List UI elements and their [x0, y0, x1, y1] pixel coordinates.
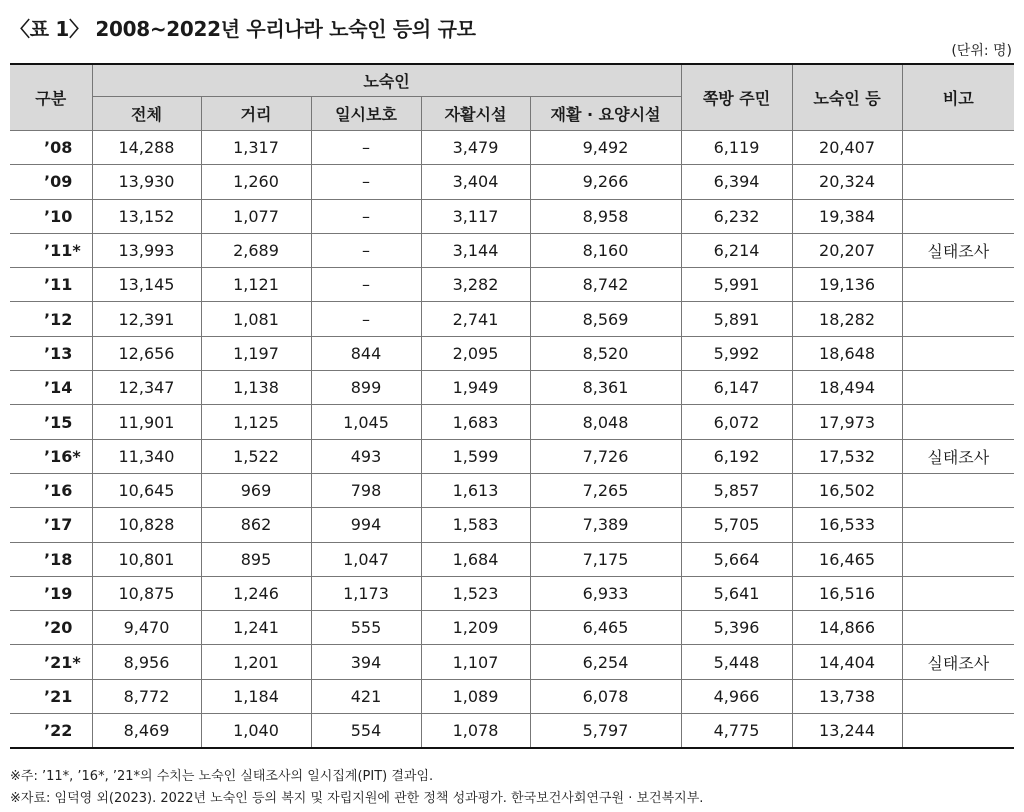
cell-rehab-care: 8,361 — [530, 371, 681, 405]
cell-remarks — [902, 371, 1014, 405]
table-row — [10, 233, 1014, 267]
header-category: 구분 — [10, 64, 92, 131]
table-row — [10, 679, 1014, 713]
cell-year: ’14 — [10, 371, 92, 405]
header-homeless-group: 노숙인 — [92, 64, 681, 97]
cell-homeless-etc: 19,384 — [792, 199, 902, 233]
cell-total: 8,469 — [92, 714, 201, 749]
cell-rehab-care: 6,254 — [530, 645, 681, 679]
cell-temporary: – — [311, 165, 421, 199]
cell-rehab-care: 5,797 — [530, 714, 681, 749]
header-jjokbang: 쪽방 주민 — [681, 64, 792, 131]
cell-rehab-care: 8,520 — [530, 336, 681, 370]
table-row — [10, 439, 1014, 473]
table-row — [10, 199, 1014, 233]
cell-temporary: 844 — [311, 336, 421, 370]
cell-jjokbang: 6,232 — [681, 199, 792, 233]
cell-rehab-care: 8,160 — [530, 233, 681, 267]
cell-jjokbang: 5,448 — [681, 645, 792, 679]
cell-jjokbang: 6,147 — [681, 371, 792, 405]
cell-total: 13,993 — [92, 233, 201, 267]
unit-label: (단위: 명) — [951, 43, 1012, 59]
table-body — [10, 131, 1014, 749]
table-row — [10, 508, 1014, 542]
cell-temporary: 421 — [311, 679, 421, 713]
cell-homeless-etc: 14,404 — [792, 645, 902, 679]
cell-homeless-etc: 16,533 — [792, 508, 902, 542]
cell-remarks — [902, 131, 1014, 165]
header-homeless-etc: 노숙인 등 — [792, 64, 902, 131]
cell-total: 11,340 — [92, 439, 201, 473]
cell-temporary: 493 — [311, 439, 421, 473]
cell-temporary: 1,045 — [311, 405, 421, 439]
cell-jjokbang: 5,705 — [681, 508, 792, 542]
cell-street: 1,184 — [201, 679, 311, 713]
cell-street: 969 — [201, 473, 311, 507]
cell-remarks — [902, 199, 1014, 233]
cell-self-reliance: 2,095 — [421, 336, 530, 370]
cell-year: ’17 — [10, 508, 92, 542]
cell-jjokbang: 5,991 — [681, 268, 792, 302]
cell-self-reliance: 1,599 — [421, 439, 530, 473]
cell-remarks — [902, 165, 1014, 199]
cell-rehab-care: 8,742 — [530, 268, 681, 302]
cell-remarks: 실태조사 — [902, 233, 1014, 267]
cell-temporary: – — [311, 131, 421, 165]
cell-total: 10,875 — [92, 576, 201, 610]
cell-street: 1,241 — [201, 611, 311, 645]
cell-self-reliance: 1,684 — [421, 542, 530, 576]
cell-total: 9,470 — [92, 611, 201, 645]
cell-temporary: 1,173 — [311, 576, 421, 610]
cell-rehab-care: 7,389 — [530, 508, 681, 542]
source-text: ※자료: 임덕영 외(2023). 2022년 노숙인 등의 복지 및 자립지원에 관한 정책 성과평가. 한국보건사회연구원 · 보건복지부. — [10, 791, 704, 806]
cell-temporary: – — [311, 268, 421, 302]
cell-street: 1,260 — [201, 165, 311, 199]
cell-homeless-etc: 16,465 — [792, 542, 902, 576]
table-row — [10, 542, 1014, 576]
cell-street: 895 — [201, 542, 311, 576]
cell-year: ’10 — [10, 199, 92, 233]
cell-total: 12,347 — [92, 371, 201, 405]
cell-remarks — [902, 336, 1014, 370]
cell-total: 14,288 — [92, 131, 201, 165]
cell-homeless-etc: 13,738 — [792, 679, 902, 713]
cell-self-reliance: 1,949 — [421, 371, 530, 405]
table-row — [10, 405, 1014, 439]
cell-total: 12,391 — [92, 302, 201, 336]
cell-street: 1,246 — [201, 576, 311, 610]
cell-temporary: 554 — [311, 714, 421, 749]
table-row — [10, 645, 1014, 679]
cell-jjokbang: 6,192 — [681, 439, 792, 473]
cell-remarks — [902, 611, 1014, 645]
notes — [10, 766, 703, 810]
header-street: 거리 — [201, 97, 311, 131]
cell-street: 1,197 — [201, 336, 311, 370]
cell-jjokbang: 5,992 — [681, 336, 792, 370]
cell-jjokbang: 5,891 — [681, 302, 792, 336]
table-row — [10, 268, 1014, 302]
cell-remarks — [902, 405, 1014, 439]
cell-remarks — [902, 576, 1014, 610]
cell-year: ’18 — [10, 542, 92, 576]
cell-rehab-care: 9,266 — [530, 165, 681, 199]
cell-homeless-etc: 18,648 — [792, 336, 902, 370]
cell-jjokbang: 4,775 — [681, 714, 792, 749]
cell-year: ’15 — [10, 405, 92, 439]
cell-year: ’21* — [10, 645, 92, 679]
cell-temporary: – — [311, 302, 421, 336]
cell-homeless-etc: 20,324 — [792, 165, 902, 199]
cell-remarks — [902, 302, 1014, 336]
cell-jjokbang: 5,857 — [681, 473, 792, 507]
cell-street: 1,077 — [201, 199, 311, 233]
cell-temporary: 798 — [311, 473, 421, 507]
cell-jjokbang: 6,214 — [681, 233, 792, 267]
cell-self-reliance: 1,107 — [421, 645, 530, 679]
cell-remarks — [902, 542, 1014, 576]
cell-self-reliance: 3,117 — [421, 199, 530, 233]
cell-rehab-care: 6,465 — [530, 611, 681, 645]
cell-total: 12,656 — [92, 336, 201, 370]
table-row — [10, 371, 1014, 405]
cell-total: 13,145 — [92, 268, 201, 302]
cell-rehab-care: 7,175 — [530, 542, 681, 576]
cell-jjokbang: 5,664 — [681, 542, 792, 576]
cell-jjokbang: 6,394 — [681, 165, 792, 199]
cell-total: 13,152 — [92, 199, 201, 233]
cell-homeless-etc: 20,407 — [792, 131, 902, 165]
cell-total: 10,801 — [92, 542, 201, 576]
cell-rehab-care: 8,958 — [530, 199, 681, 233]
cell-year: ’08 — [10, 131, 92, 165]
cell-jjokbang: 6,119 — [681, 131, 792, 165]
homeless-stats-table — [10, 63, 1014, 749]
table-row — [10, 576, 1014, 610]
cell-homeless-etc: 17,532 — [792, 439, 902, 473]
cell-year: ’20 — [10, 611, 92, 645]
cell-temporary: 994 — [311, 508, 421, 542]
cell-homeless-etc: 16,502 — [792, 473, 902, 507]
cell-total: 8,956 — [92, 645, 201, 679]
cell-street: 2,689 — [201, 233, 311, 267]
cell-year: ’09 — [10, 165, 92, 199]
cell-rehab-care: 6,933 — [530, 576, 681, 610]
cell-remarks — [902, 679, 1014, 713]
cell-year: ’21 — [10, 679, 92, 713]
cell-self-reliance: 3,144 — [421, 233, 530, 267]
cell-remarks — [902, 268, 1014, 302]
cell-year: ’16* — [10, 439, 92, 473]
cell-self-reliance: 1,613 — [421, 473, 530, 507]
table-row — [10, 336, 1014, 370]
cell-homeless-etc: 18,494 — [792, 371, 902, 405]
table-row — [10, 165, 1014, 199]
cell-temporary: 394 — [311, 645, 421, 679]
header-rehab-care: 재활 · 요양시설 — [530, 97, 681, 131]
cell-self-reliance: 2,741 — [421, 302, 530, 336]
cell-self-reliance: 1,078 — [421, 714, 530, 749]
cell-homeless-etc: 19,136 — [792, 268, 902, 302]
cell-rehab-care: 9,492 — [530, 131, 681, 165]
cell-homeless-etc: 14,866 — [792, 611, 902, 645]
cell-remarks: 실태조사 — [902, 439, 1014, 473]
cell-total: 13,930 — [92, 165, 201, 199]
cell-rehab-care: 8,048 — [530, 405, 681, 439]
cell-street: 1,138 — [201, 371, 311, 405]
cell-rehab-care: 7,265 — [530, 473, 681, 507]
cell-temporary: 555 — [311, 611, 421, 645]
cell-year: ’13 — [10, 336, 92, 370]
cell-street: 1,040 — [201, 714, 311, 749]
cell-self-reliance: 3,282 — [421, 268, 530, 302]
cell-street: 1,125 — [201, 405, 311, 439]
table-row — [10, 302, 1014, 336]
cell-homeless-etc: 17,973 — [792, 405, 902, 439]
cell-jjokbang: 6,072 — [681, 405, 792, 439]
cell-year: ’19 — [10, 576, 92, 610]
cell-self-reliance: 1,523 — [421, 576, 530, 610]
header-temporary: 일시보호 — [311, 97, 421, 131]
table-title: 〈표 1〉 2008~2022년 우리나라 노숙인 등의 규모 — [10, 17, 476, 41]
cell-homeless-etc: 20,207 — [792, 233, 902, 267]
cell-total: 10,645 — [92, 473, 201, 507]
cell-self-reliance: 1,583 — [421, 508, 530, 542]
cell-street: 1,317 — [201, 131, 311, 165]
cell-year: ’12 — [10, 302, 92, 336]
note-text: ※주: ’11*, ’16*, ’21*의 수치는 노숙인 실태조사의 일시집계(PIT) 결과임. — [10, 769, 434, 784]
cell-remarks — [902, 473, 1014, 507]
cell-year: ’22 — [10, 714, 92, 749]
cell-remarks — [902, 714, 1014, 749]
cell-self-reliance: 3,404 — [421, 165, 530, 199]
cell-homeless-etc: 13,244 — [792, 714, 902, 749]
cell-rehab-care: 7,726 — [530, 439, 681, 473]
cell-temporary: 899 — [311, 371, 421, 405]
cell-street: 1,081 — [201, 302, 311, 336]
cell-street: 1,201 — [201, 645, 311, 679]
cell-self-reliance: 3,479 — [421, 131, 530, 165]
cell-self-reliance: 1,683 — [421, 405, 530, 439]
header-remarks: 비고 — [902, 64, 1014, 131]
cell-street: 1,121 — [201, 268, 311, 302]
cell-total: 10,828 — [92, 508, 201, 542]
cell-temporary: – — [311, 233, 421, 267]
cell-jjokbang: 5,396 — [681, 611, 792, 645]
cell-remarks — [902, 508, 1014, 542]
cell-temporary: 1,047 — [311, 542, 421, 576]
cell-year: ’11* — [10, 233, 92, 267]
cell-rehab-care: 8,569 — [530, 302, 681, 336]
cell-street: 1,522 — [201, 439, 311, 473]
cell-jjokbang: 5,641 — [681, 576, 792, 610]
cell-year: ’16 — [10, 473, 92, 507]
cell-self-reliance: 1,089 — [421, 679, 530, 713]
cell-temporary: – — [311, 199, 421, 233]
cell-jjokbang: 4,966 — [681, 679, 792, 713]
table-row — [10, 473, 1014, 507]
cell-rehab-care: 6,078 — [530, 679, 681, 713]
header-self-reliance: 자활시설 — [421, 97, 530, 131]
cell-year: ’11 — [10, 268, 92, 302]
header-total: 전체 — [92, 97, 201, 131]
table-row — [10, 611, 1014, 645]
cell-total: 8,772 — [92, 679, 201, 713]
cell-homeless-etc: 16,516 — [792, 576, 902, 610]
cell-total: 11,901 — [92, 405, 201, 439]
cell-remarks: 실태조사 — [902, 645, 1014, 679]
cell-self-reliance: 1,209 — [421, 611, 530, 645]
table-row — [10, 714, 1014, 749]
cell-street: 862 — [201, 508, 311, 542]
table-row — [10, 131, 1014, 165]
cell-homeless-etc: 18,282 — [792, 302, 902, 336]
